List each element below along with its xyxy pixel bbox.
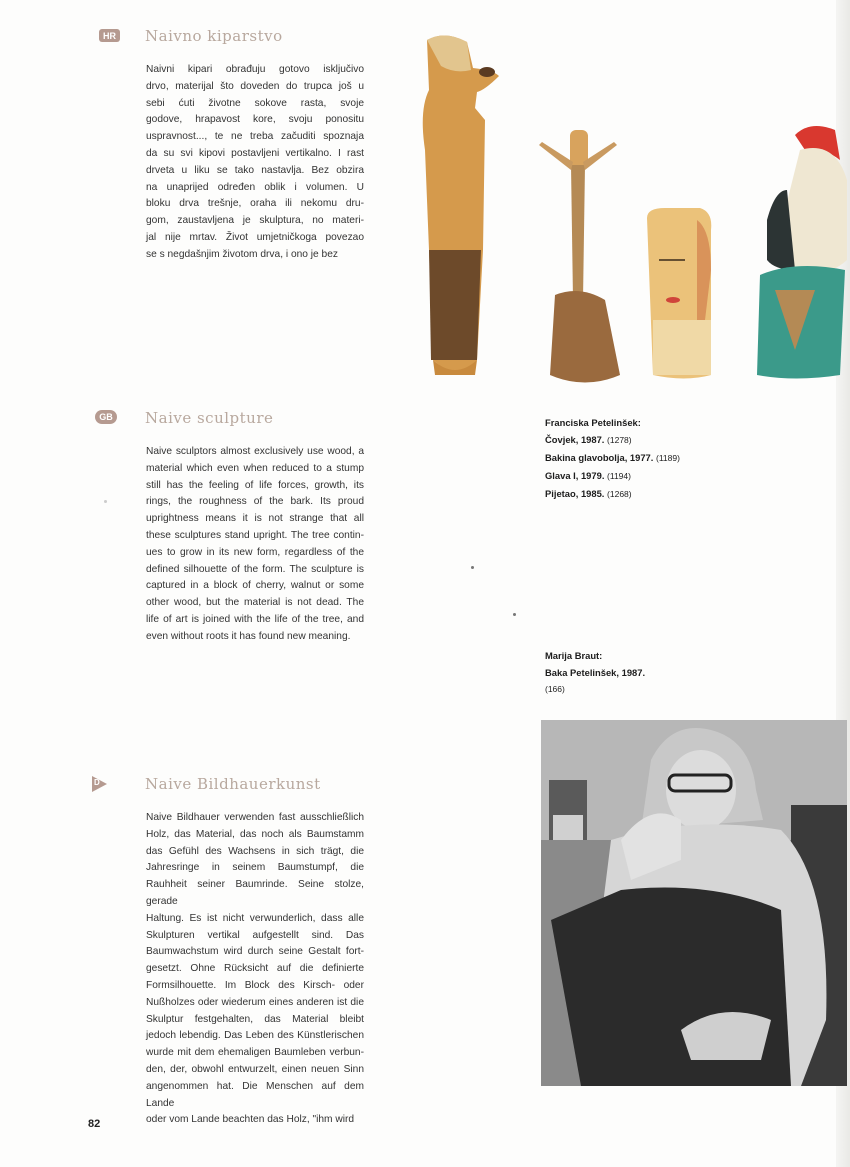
text-line: material which even when reduced to a stump — [146, 462, 364, 474]
lang-badge-label: D — [94, 778, 100, 787]
text-line: jal nije mrtav. Život umjetničkoga povezao — [146, 231, 364, 243]
text-line: gesetzt. Ohne Rücksicht auf die definierte — [146, 963, 364, 975]
print-speck — [104, 500, 107, 503]
work-number: (1268) — [607, 489, 632, 499]
lang-badge-label: GB — [99, 412, 113, 422]
text-line: defined silhouette of the form. The sculpture is — [146, 563, 364, 575]
text-line: angenommen hat. Die Menschen auf dem Lande — [146, 1080, 364, 1109]
text-line: da su svi kipovi postavljeni vertikalno. I rast — [146, 147, 364, 159]
work-number: (1278) — [607, 435, 632, 445]
caption-title: Baka Petelinšek, 1987. — [545, 667, 646, 678]
text-line: wurde mit dem ehemaligen Baumleben verbun- — [146, 1047, 364, 1059]
text-line: drveta u liku se tako nastavlja. Bez obzira — [146, 164, 364, 176]
lang-badge-d — [92, 776, 107, 792]
portrait-photo — [541, 720, 847, 1086]
text-line: Nußholzes oder wiederum eines anderen ist die — [146, 996, 364, 1008]
text-line: Skulpturen vertikal aufgestellt sind. Das — [146, 929, 364, 941]
text-line: Baumwachstum wird durch seine Gestalt fort- — [146, 946, 364, 958]
text-line: na unaprijed određen oblik i volumen. U — [146, 181, 364, 193]
caption-work-4 — [545, 485, 680, 503]
sculptures-photo — [415, 30, 850, 390]
text-line: these sculptures stand upright. The tree contin- — [146, 529, 364, 541]
caption-work-3 — [545, 467, 680, 485]
text-line: Naive Bildhauer verwenden fast ausschließlich — [146, 812, 364, 823]
work-title: Pijetao, 1985. — [545, 488, 605, 499]
caption-number: (166) — [545, 684, 565, 694]
text-line: oder vom Lande beachten das Holz, "ihm wird — [146, 1114, 355, 1126]
text-line: Skulptur festgehalten, das Material bleibt — [146, 1013, 364, 1025]
text-line: Jahresringe in seinem Baumstumpf, die — [146, 862, 364, 874]
text-line: sebi ćuti životne sokove rasta, svoje — [146, 97, 364, 109]
heading-d: Naive Bildhauerkunst — [145, 775, 321, 793]
text-line: gom, zaustavljena je skulptura, no materi- — [146, 215, 364, 227]
text-line: Naive sculptors almost exclusively use wood, a — [146, 446, 364, 457]
sculpture-man — [423, 35, 499, 375]
text-line: bloku drva trešnje, oraha ili nekomu dru- — [146, 198, 364, 210]
body-text-hr — [146, 62, 364, 264]
work-title: Glava I, 1979. — [545, 470, 605, 481]
text-line: Haltung. Es ist nicht verwunderlich, dass alle — [146, 912, 364, 924]
caption-work-1 — [545, 431, 680, 449]
work-title: Čovjek, 1987. — [545, 434, 605, 445]
caption-artist: Franciska Petelinšek: — [545, 417, 641, 428]
text-line: jedoch lebendig. Das Leben des Künstlerischen — [146, 1030, 364, 1042]
text-line: Holz, das Material, das noch als Baumstamm — [146, 828, 364, 840]
text-line: even without roots it has found new meaning. — [146, 630, 351, 642]
text-line: drvo, materijal što doveden do trupca još u — [146, 80, 364, 92]
text-line: uprightness means it is not strange that all — [146, 513, 364, 525]
lang-badge-gb — [95, 410, 117, 424]
heading-hr: Naivno kiparstvo — [145, 27, 283, 45]
text-line: still has the feeling of life forces, growth, its — [146, 479, 364, 491]
lang-badge-hr — [99, 29, 120, 42]
text-line: godove, hrapavost kore, svoju ponositu — [146, 114, 364, 126]
print-speck — [471, 566, 474, 569]
sculpture-head — [647, 208, 711, 379]
text-line: das Gefühl des Wachsens in sich trägt, die — [146, 845, 364, 857]
heading-gb: Naive sculpture — [145, 409, 274, 427]
page-number: 82 — [88, 1118, 101, 1130]
caption-sculptures — [545, 414, 680, 503]
lang-badge-label: HR — [103, 30, 116, 41]
text-line: Formsilhouette. Im Block des Kirsch- oder — [146, 979, 364, 991]
text-line: life of art is joined with the life of the tree, and — [146, 613, 364, 625]
text-line: den, der, obwohl entwurzelt, einen neuen Sinn — [146, 1063, 364, 1075]
text-line: ues to grow in its new form, regardless of the — [146, 546, 364, 558]
text-line: uspravnost..., te ne treba začuditi spoznaja — [146, 131, 364, 143]
work-number: (1189) — [656, 453, 680, 463]
text-line: captured in a block of cherry, walnut or some — [146, 580, 364, 592]
print-speck — [513, 613, 516, 616]
work-title: Bakina glavobolja, 1977. — [545, 452, 654, 463]
text-line: Naivni kipari obrađuju gotovo isključivo — [146, 64, 364, 75]
sculpture-rooster — [757, 126, 847, 379]
body-text-gb — [146, 444, 364, 646]
sculpture-stick-figure — [539, 130, 620, 383]
text-line: rings, the roughness of the bark. Its proud — [146, 496, 364, 508]
work-number: (1194) — [607, 471, 631, 481]
text-line: Rauhheit seiner Baumrinde. Seine stolze, gerade — [146, 879, 364, 907]
caption-work-2 — [545, 449, 680, 467]
text-line: se s negdašnjim životom drva, i ono je bez — [146, 248, 338, 260]
caption-portrait — [545, 647, 645, 698]
caption-artist: Marija Braut: — [545, 650, 603, 661]
text-line: other wood, but the material is not dead. The — [146, 597, 364, 609]
body-text-d — [146, 810, 364, 1129]
